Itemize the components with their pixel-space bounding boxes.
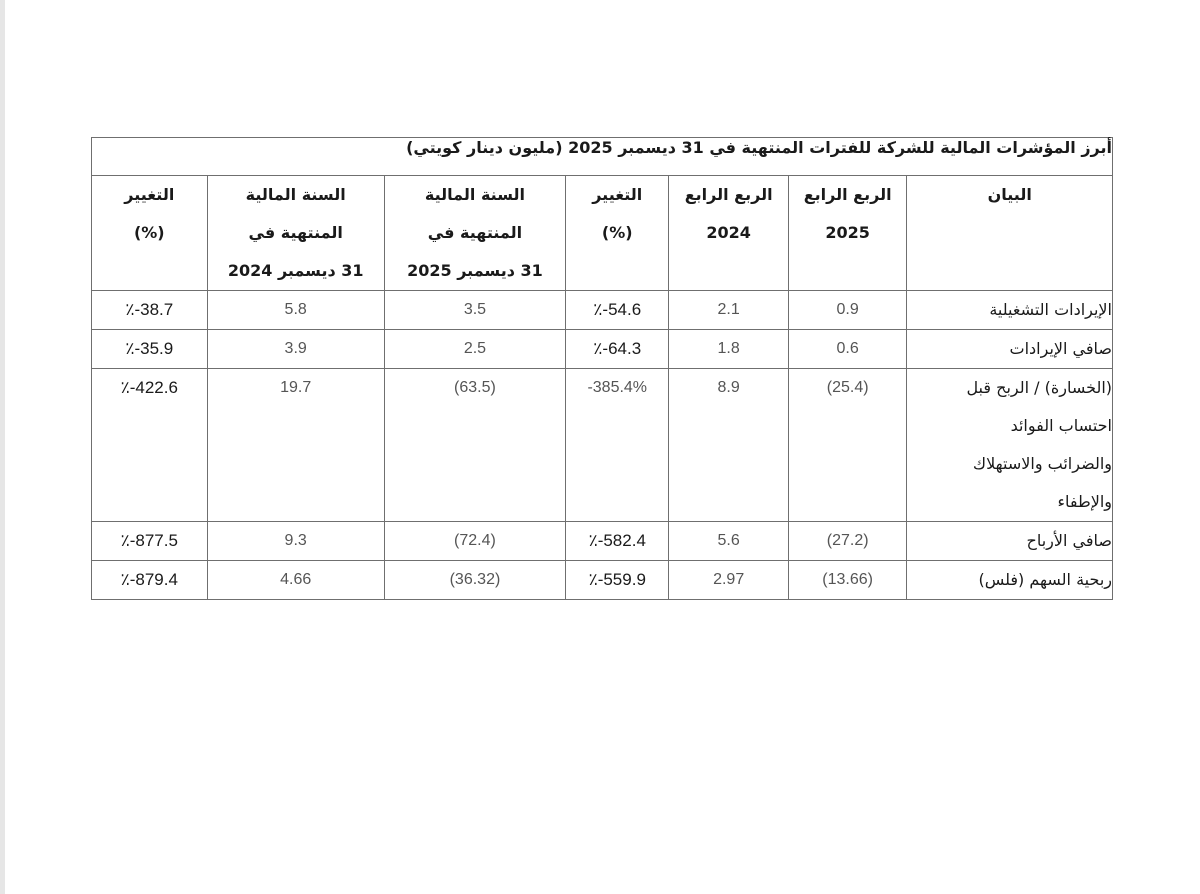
row-label-text: الإيرادات التشغيلية	[989, 300, 1112, 319]
cell-year-change	[92, 561, 208, 600]
table-row	[92, 369, 1113, 522]
header-text: 31 ديسمبر 2025	[407, 261, 543, 280]
page-edge	[0, 0, 5, 894]
row-label	[907, 561, 1113, 600]
cell-quarter-change	[566, 561, 669, 600]
cell-quarter-change	[566, 522, 669, 561]
header-text: 2024	[706, 223, 751, 242]
header-text: المنتهية في	[427, 223, 523, 242]
cell-fy-2025: (36.32)	[384, 561, 565, 600]
cell-q4-2024: 5.6	[669, 522, 789, 561]
header-text: الربع الرابع	[684, 185, 773, 204]
cell-q4-2024: 2.97	[669, 561, 789, 600]
cell-fy-2024: 5.8	[207, 291, 384, 330]
cell-value: ٪-64.3	[593, 339, 642, 358]
cell-year-change	[92, 522, 208, 561]
cell-quarter-change	[566, 291, 669, 330]
cell-fy-2024: 9.3	[207, 522, 384, 561]
header-text: (%)	[601, 223, 633, 242]
header-text: البيان	[987, 185, 1032, 204]
cell-q4-2024: 1.8	[669, 330, 789, 369]
header-year-change	[92, 176, 208, 291]
header-statement	[907, 176, 1113, 291]
header-text: التغيير	[592, 185, 643, 204]
title-row	[92, 138, 1113, 176]
row-label-text: صافي الإيرادات	[1009, 339, 1112, 358]
row-label	[907, 330, 1113, 369]
cell-value: ٪-54.6	[593, 300, 642, 319]
row-label-text: (الخسارة) / الربح قبل	[966, 378, 1112, 397]
cell-quarter-change	[566, 369, 669, 522]
header-text: المنتهية في	[248, 223, 343, 242]
header-text: 31 ديسمبر 2024	[227, 261, 364, 280]
cell-value: ٪-38.7	[125, 300, 174, 319]
cell-value: -385.4%	[587, 379, 648, 396]
header-text: الربع الرابع	[803, 185, 892, 204]
cell-value: ٪-879.4	[120, 570, 178, 589]
cell-year-change	[92, 330, 208, 369]
header-text: السنة المالية	[424, 185, 525, 204]
header-fy-2024	[207, 176, 384, 291]
row-label	[907, 522, 1113, 561]
cell-fy-2025: 3.5	[384, 291, 565, 330]
header-fy-2025	[384, 176, 565, 291]
row-label-text: صافي الأرباح	[1026, 531, 1112, 550]
row-label-text: والإطفاء	[1057, 492, 1112, 511]
cell-fy-2024: 3.9	[207, 330, 384, 369]
header-text: السنة المالية	[245, 185, 346, 204]
cell-value: ٪-35.9	[125, 339, 174, 358]
table-row	[92, 291, 1113, 330]
cell-year-change	[92, 369, 208, 522]
cell-value: ٪-582.4	[588, 531, 646, 550]
cell-q4-2025: (13.66)	[788, 561, 907, 600]
header-row	[92, 176, 1113, 291]
row-label	[907, 291, 1113, 330]
header-text: (%)	[133, 223, 165, 242]
table-row	[92, 561, 1113, 600]
header-quarter-change	[566, 176, 669, 291]
cell-fy-2024: 19.7	[207, 369, 384, 522]
header-q4-2025	[788, 176, 907, 291]
table-row	[92, 522, 1113, 561]
header-q4-2024	[669, 176, 789, 291]
cell-q4-2025: (27.2)	[788, 522, 907, 561]
row-label-text: احتساب الفوائد	[1010, 416, 1112, 435]
financial-indicators-table	[91, 137, 1113, 600]
cell-q4-2024: 2.1	[669, 291, 789, 330]
header-text: التغيير	[124, 185, 175, 204]
cell-fy-2025: 2.5	[384, 330, 565, 369]
cell-q4-2025: (25.4)	[788, 369, 907, 522]
row-label-text: ربحية السهم (فلس)	[978, 570, 1112, 589]
cell-fy-2025: (72.4)	[384, 522, 565, 561]
cell-q4-2025: 0.9	[788, 291, 907, 330]
cell-value: ٪-877.5	[120, 531, 178, 550]
cell-fy-2024: 4.66	[207, 561, 384, 600]
table-title: أبرز المؤشرات المالية للشركة للفترات المنتهية في 31 ديسمبر 2025 (مليون دينار كويتي)	[92, 138, 1113, 176]
cell-q4-2025: 0.6	[788, 330, 907, 369]
row-label-text: والضرائب والاستهلاك	[972, 454, 1112, 473]
cell-quarter-change	[566, 330, 669, 369]
cell-year-change	[92, 291, 208, 330]
row-label	[907, 369, 1113, 522]
cell-value: ٪-422.6	[120, 378, 178, 397]
cell-value: ٪-559.9	[588, 570, 646, 589]
cell-fy-2025: (63.5)	[384, 369, 565, 522]
cell-q4-2024: 8.9	[669, 369, 789, 522]
table-row	[92, 330, 1113, 369]
header-text: 2025	[825, 223, 870, 242]
